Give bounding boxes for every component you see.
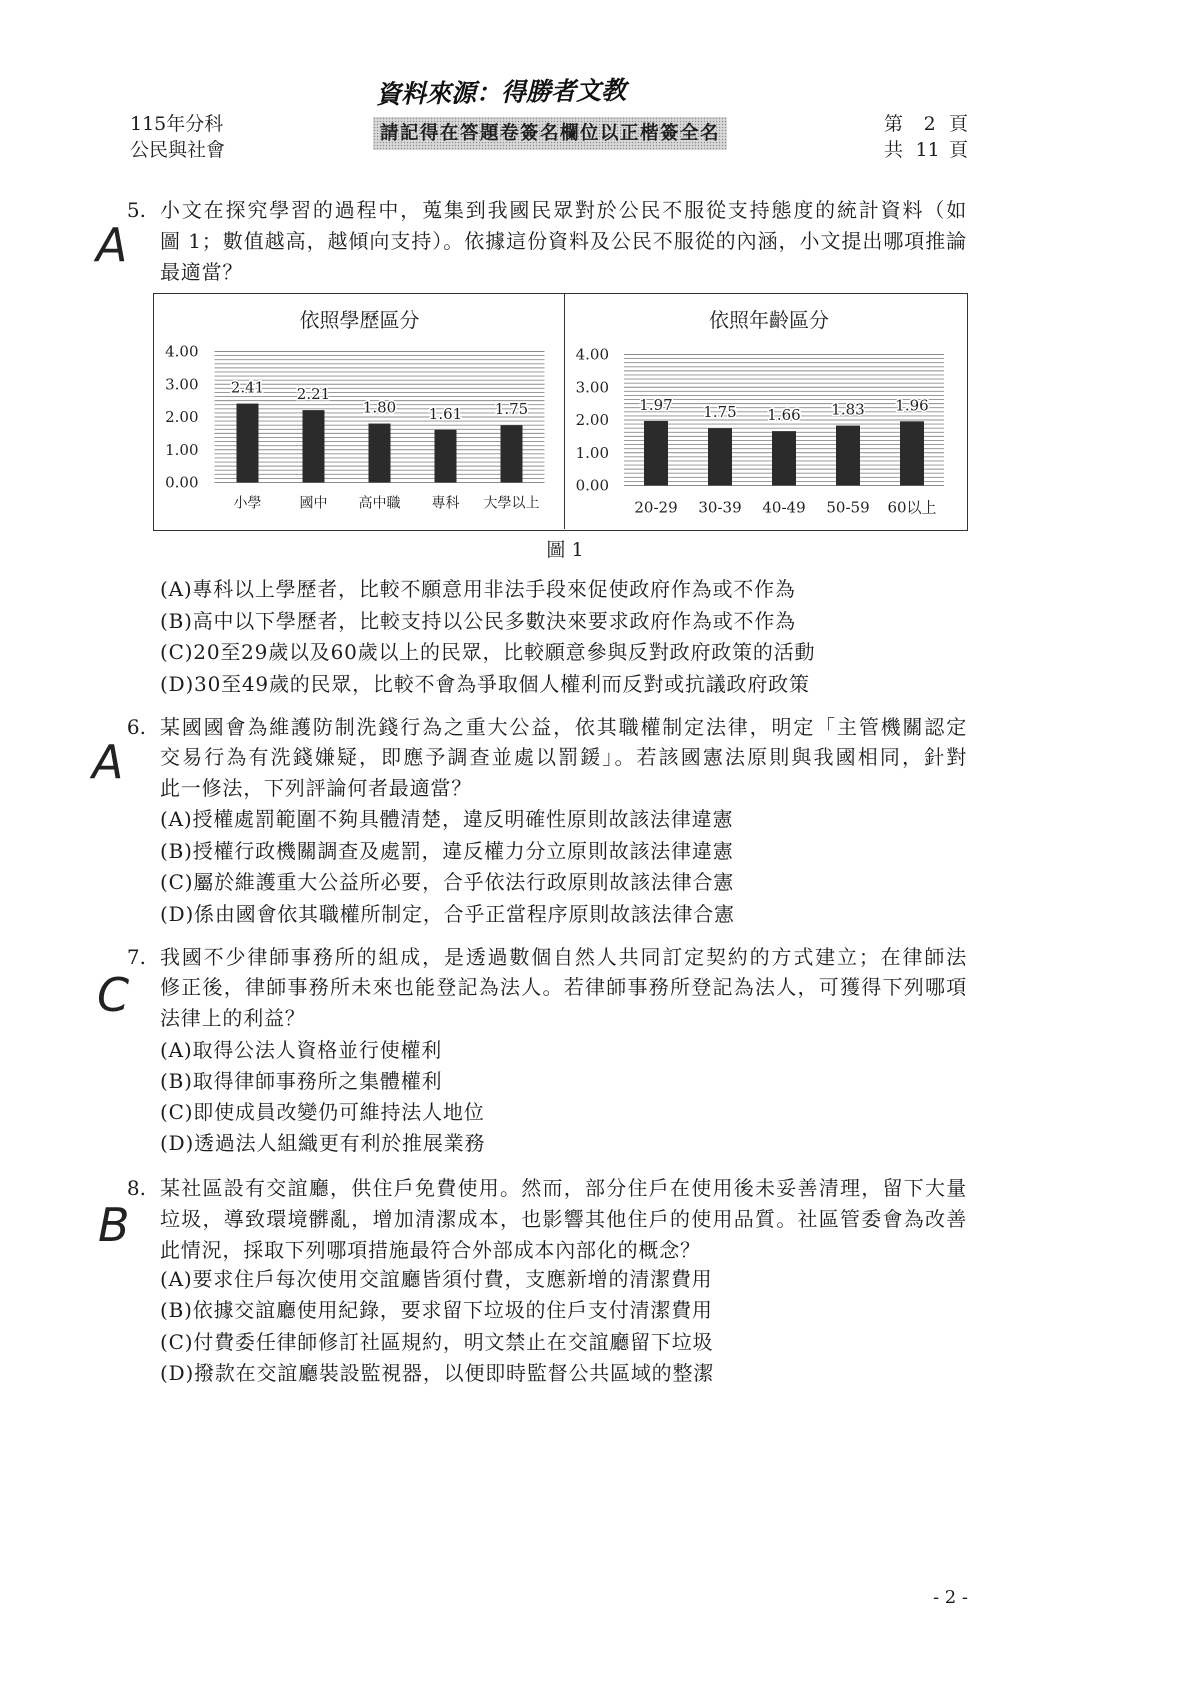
y-tick-label: 4.00 <box>165 342 199 361</box>
handwritten-source-note: 資料來源：得勝者文教 <box>375 75 627 109</box>
x-tick-label: 30-39 <box>698 498 742 517</box>
handwritten-answer-mark: B <box>98 1198 130 1252</box>
question-stem-line: 我國不少律師事務所的組成，是透過數個自然人共同訂定契約的方式建立；在律師法 <box>160 944 967 969</box>
handwritten-answer-mark: A <box>92 735 124 789</box>
question-stem-line: 此一修法，下列評論何者最適當？ <box>160 775 472 800</box>
bar-2 <box>708 428 732 485</box>
option-a: (A)專科以上學歷者，比較不願意用非法手段來促使政府作為或不作為 <box>160 577 796 601</box>
option-c: (C)屬於維護重大公益所必要，合乎依法行政原則故該法律合憲 <box>160 870 735 895</box>
option-c: (C)即使成員改變仍可維持法人地位 <box>160 1099 485 1124</box>
option-a: (A)授權處罰範圍不夠具體清楚，違反明確性原則故該法律違憲 <box>160 807 734 831</box>
x-tick-label: 60以上 <box>887 498 937 517</box>
question-stem-line: 圖 1；數值越高，越傾向支持）。依據這份資料及公民不服從的內涵，小文提出哪項推論 <box>160 228 967 253</box>
x-tick-label: 40-49 <box>762 498 806 517</box>
data-label: 1.80 <box>362 398 397 417</box>
x-tick-label: 高中職 <box>358 495 401 512</box>
option-c: (C)付費委任律師修訂社區規約，明文禁止在交誼廳留下垃圾 <box>160 1329 714 1354</box>
page-indicator <box>884 111 968 163</box>
y-tick-label: 1.00 <box>165 440 199 459</box>
option-d: (D)撥款在交誼廳裝設監視器，以便即時監督公共區域的整潔 <box>160 1360 715 1385</box>
data-label: 1.75 <box>703 403 737 422</box>
exam-info <box>130 111 225 163</box>
figure-caption: 圖 1 <box>546 539 584 561</box>
signature-notice-banner: 請記得在答題卷簽名欄位以正楷簽全名 <box>373 117 727 150</box>
question-6-options <box>160 804 735 931</box>
question-5-options <box>160 574 815 701</box>
y-tick-label: 0.00 <box>165 473 199 492</box>
option-b: (B)取得律師事務所之集體權利 <box>160 1068 443 1093</box>
data-label: 1.83 <box>831 400 865 419</box>
handwritten-answer-mark: C <box>97 968 130 1022</box>
question-8-stem <box>126 1173 967 1266</box>
data-label: 2.41 <box>230 378 265 397</box>
data-label: 1.61 <box>428 404 463 423</box>
x-tick-label: 50-59 <box>826 498 870 517</box>
chart-title: 依照學歷區分 <box>299 308 420 332</box>
y-tick-label: 2.00 <box>575 411 609 429</box>
bar-4 <box>435 430 457 483</box>
subject-name: 公民與社會 <box>130 139 226 161</box>
option-d: (D)30至49歲的民眾，比較不會為爭取個人權利而反對或抗議政府政策 <box>160 672 810 697</box>
question-stem-line: 小文在探究學習的過程中，蒐集到我國民眾對於公民不服從支持態度的統計資料（如 <box>160 197 967 222</box>
bar-3 <box>369 424 391 483</box>
option-a: (A)取得公法人資格並行使權利 <box>160 1037 443 1062</box>
bar-5 <box>900 421 924 485</box>
age-bar-chart <box>564 294 965 529</box>
figure-1-chart-panel <box>153 293 968 531</box>
question-number: 5. <box>126 197 146 222</box>
y-tick-label: 1.00 <box>575 443 609 462</box>
x-tick-label: 小學 <box>233 495 262 512</box>
data-label: 1.97 <box>639 395 673 414</box>
option-d: (D)係由國會依其職權所制定，合乎正當程序原則故該法律合憲 <box>160 902 735 927</box>
bar-3 <box>772 431 796 485</box>
data-label: 1.66 <box>767 406 801 425</box>
option-b: (B)高中以下學歷者，比較支持以公民多數決來要求政府作為或不作為 <box>160 608 796 633</box>
question-stem-line: 垃圾，導致環境髒亂，增加清潔成本，也影響其他住戶的使用品質。社區管委會為改善 <box>160 1206 967 1231</box>
question-number: 7. <box>126 944 146 969</box>
question-stem-line: 交易行為有洗錢嫌疑，即應予調查並處以罰鍰」。若該國憲法原則與我國相同，針對 <box>160 745 967 770</box>
bar-1 <box>237 404 259 483</box>
current-page-label: 第 2 頁 <box>884 113 968 135</box>
option-b: (B)授權行政機關調查及處罰，違反權力分立原則故該法律違憲 <box>160 838 734 863</box>
question-6-stem <box>126 712 967 804</box>
total-pages-label: 共 11 頁 <box>884 139 968 161</box>
question-7-options <box>160 1035 485 1159</box>
page-number-footer: - 2 - <box>932 1587 968 1608</box>
y-tick-label: 3.00 <box>575 378 609 397</box>
data-label: 1.96 <box>895 396 929 415</box>
question-stem-line: 此情況，採取下列哪項措施最符合外部成本內部化的概念？ <box>160 1237 701 1262</box>
bar-1 <box>644 421 668 486</box>
option-b: (B)依據交誼廳使用紀錄，要求留下垃圾的住戶支付清潔費用 <box>160 1298 713 1323</box>
question-stem-line: 最適當？ <box>160 259 244 284</box>
question-8-options <box>160 1264 714 1389</box>
option-a: (A)要求住戶每次使用交誼廳皆須付費，支應新增的清潔費用 <box>160 1267 713 1291</box>
bar-2 <box>303 410 325 482</box>
option-d: (D)透過法人組織更有利於推展業務 <box>160 1130 486 1155</box>
question-7-stem <box>126 942 967 1034</box>
x-tick-label: 20-29 <box>634 498 678 517</box>
y-tick-label: 4.00 <box>575 345 609 364</box>
data-label: 1.75 <box>494 400 529 419</box>
chart-title: 依照年齡區分 <box>709 308 829 332</box>
x-tick-label: 專科 <box>431 495 460 512</box>
y-tick-label: 2.00 <box>165 408 199 426</box>
question-number: 8. <box>126 1175 146 1200</box>
question-stem-line: 法律上的利益？ <box>160 1005 306 1030</box>
x-tick-label: 大學以上 <box>483 495 540 512</box>
bar-4 <box>836 426 860 486</box>
bar-5 <box>501 425 523 482</box>
question-5-stem <box>126 195 967 288</box>
option-c: (C)20至29歲以及60歲以上的民眾，比較願意參與反對政府政策的活動 <box>160 640 816 665</box>
x-tick-label: 國中 <box>299 495 328 512</box>
question-stem-line: 某社區設有交誼廳，供住戶免費使用。然而，部分住戶在使用後未妥善清理，留下大量 <box>160 1175 967 1200</box>
question-number: 6. <box>126 714 146 739</box>
question-stem-line: 某國國會為維護防制洗錢行為之重大公益，依其職權制定法律，明定「主管機關認定 <box>160 714 967 739</box>
y-tick-label: 0.00 <box>575 476 609 495</box>
y-tick-label: 3.00 <box>165 375 199 394</box>
question-stem-line: 修正後，律師事務所未來也能登記為法人。若律師事務所登記為法人，可獲得下列哪項 <box>160 975 967 1000</box>
handwritten-answer-mark: A <box>96 218 128 272</box>
data-label: 2.21 <box>296 385 331 404</box>
exam-name: 115年分科 <box>130 113 224 135</box>
education-bar-chart <box>154 294 564 529</box>
